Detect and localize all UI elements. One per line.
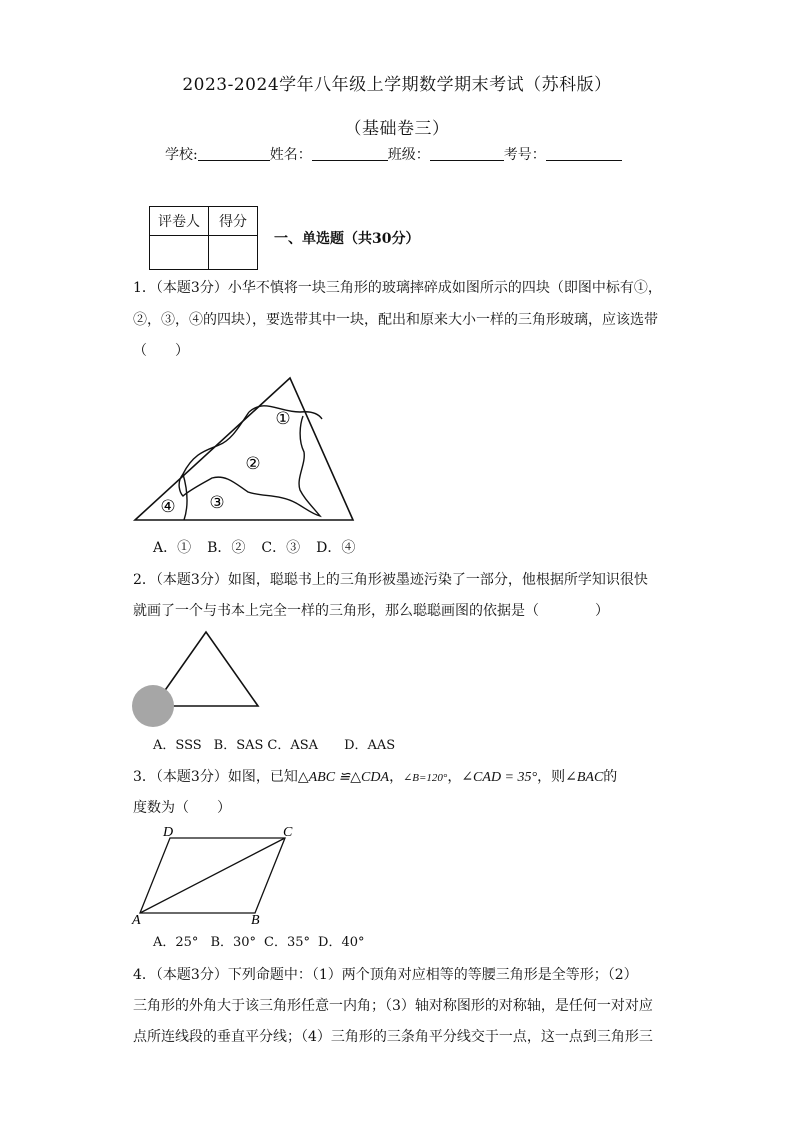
ink-stain bbox=[132, 685, 174, 727]
question-3-line-1 bbox=[133, 767, 617, 788]
question-2-line-1 bbox=[133, 570, 648, 590]
option-b[interactable]: B．② bbox=[207, 540, 246, 556]
option-c[interactable]: C．ASA bbox=[267, 738, 319, 753]
question-4-text: （本题3分）下列命题中：（1）两个顶角对应相等的等腰三角形是全等形；（2） bbox=[155, 967, 638, 983]
score-header: 得分 bbox=[209, 207, 258, 236]
option-b[interactable]: B．SAS bbox=[213, 738, 264, 753]
question-2-line-2: 就画了一个与书本上完全一样的三角形，那么聪聪画图的依据是（ ） bbox=[133, 603, 609, 619]
question-3-text-b: ，则 bbox=[537, 769, 566, 785]
option-c[interactable]: C．③ bbox=[261, 540, 301, 556]
question-1-text: （本题3分）小华不慎将一块三角形的玻璃摔碎成如图所示的四块（即图中标有①， bbox=[155, 280, 662, 296]
piece-label-3: ③ bbox=[209, 493, 225, 512]
option-d[interactable]: D．④ bbox=[316, 540, 356, 556]
option-d[interactable]: D．AAS bbox=[344, 738, 396, 753]
question-4-line-2: 三角形的外角大于该三角形任意一内角；（3）轴对称图形的对称轴，是任何一对对应 bbox=[133, 998, 653, 1014]
question-3-options bbox=[153, 933, 365, 953]
grader-header: 评卷人 bbox=[150, 207, 209, 236]
angle-b-expression: ∠B=120° bbox=[403, 772, 448, 784]
question-3-comma-1: ， bbox=[389, 769, 404, 785]
question-1-line-2: ②，③，④的四块），要选带其中一块，配出和原来大小一样的三角形玻璃，应该选带 bbox=[133, 312, 658, 328]
section-title: 一、单选题（共30分） bbox=[274, 231, 420, 247]
option-d[interactable]: D．40° bbox=[318, 935, 365, 950]
exam-number-label: 考号： bbox=[503, 147, 546, 163]
school-label: 学校: bbox=[165, 147, 198, 163]
option-c[interactable]: C．35° bbox=[264, 935, 311, 950]
question-3-text-a: （本题3分）如图，已知 bbox=[155, 769, 298, 785]
question-2-text: （本题3分）如图，聪聪书上的三角形被墨迹污染了一部分，他根据所学知识很快 bbox=[155, 572, 648, 588]
question-1-line-3: （ ） bbox=[133, 343, 189, 359]
congruence-expression: △ABC ≌△CDA bbox=[297, 770, 390, 785]
question-3-text-c: 的 bbox=[603, 769, 618, 785]
angle-cad-expression: ∠CAD = 35° bbox=[461, 770, 538, 785]
question-3-number: 3． bbox=[133, 769, 156, 785]
question-3-line-2: 度数为（ ） bbox=[133, 800, 231, 816]
angle-bac-expression: ∠BAC bbox=[565, 770, 604, 785]
piece-label-4: ④ bbox=[160, 497, 176, 516]
vertex-label-a: A bbox=[132, 913, 141, 928]
name-label: 姓名： bbox=[269, 147, 312, 163]
piece-label-2: ② bbox=[245, 454, 261, 473]
crack-line-3 bbox=[183, 474, 187, 520]
question-1-options bbox=[153, 538, 355, 558]
vertex-label-d: D bbox=[163, 825, 174, 840]
option-a[interactable]: A．25° bbox=[153, 935, 199, 950]
page-title: 2023-2024学年八年级上学期数学期末考试（苏科版） bbox=[182, 75, 612, 95]
vertex-label-b: B bbox=[251, 913, 260, 928]
option-b[interactable]: B．30° bbox=[210, 935, 257, 950]
vertex-label-c: C bbox=[283, 825, 293, 840]
piece-label-1: ① bbox=[275, 409, 291, 428]
option-a[interactable]: A．① bbox=[153, 540, 192, 556]
question-3-comma-2: ， bbox=[447, 769, 462, 785]
diagonal-ac bbox=[140, 838, 285, 913]
option-a[interactable]: A．SSS bbox=[153, 738, 202, 753]
question-4-line-3: 点所连线段的垂直平分线；（4）三角形的三条角平分线交于一点，这一点到三角形三 bbox=[133, 1029, 653, 1045]
question-2-options bbox=[153, 736, 395, 756]
question-4-number: 4． bbox=[133, 967, 156, 983]
page-subtitle: （基础卷三） bbox=[344, 119, 450, 139]
question-4-line-1 bbox=[133, 965, 638, 985]
class-label: 班级： bbox=[387, 147, 430, 163]
question-1-number: 1． bbox=[133, 280, 156, 296]
question-2-number: 2． bbox=[133, 572, 156, 588]
